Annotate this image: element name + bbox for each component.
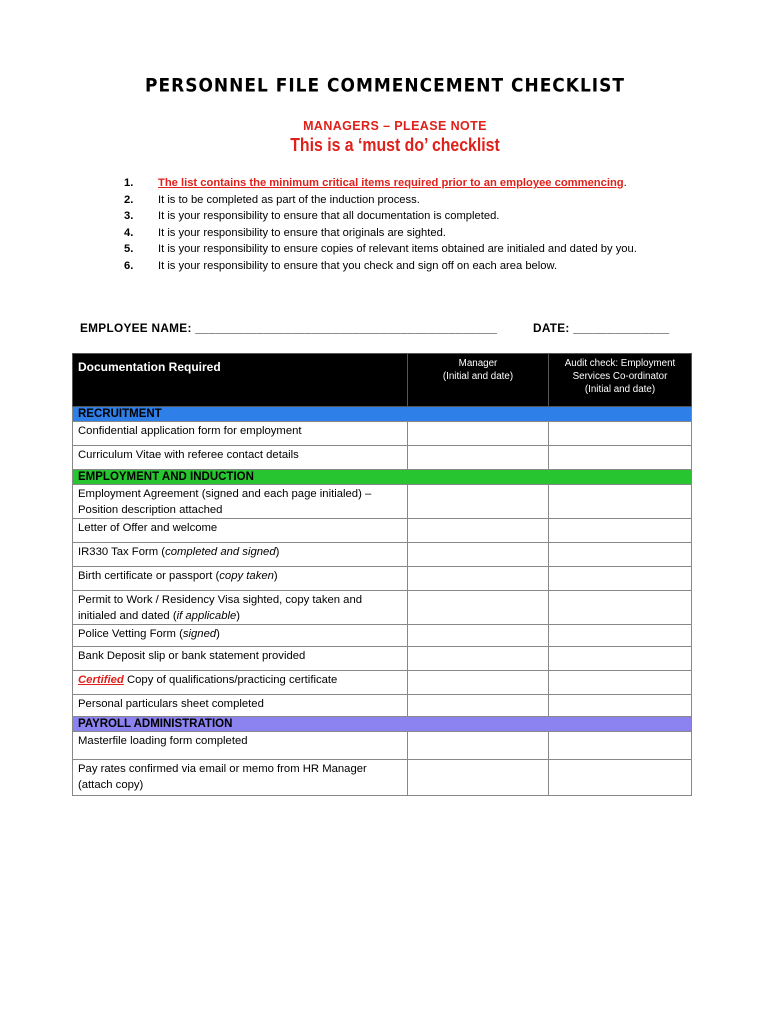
doc-emphasis: completed and signed bbox=[165, 546, 276, 558]
table-row bbox=[73, 422, 692, 446]
header-documentation: Documentation Required bbox=[73, 354, 408, 407]
rule-number: 2. bbox=[124, 193, 134, 206]
table-row bbox=[73, 732, 692, 760]
doc-cell bbox=[73, 591, 408, 625]
doc-cell bbox=[73, 485, 408, 519]
manager-signoff-cell[interactable] bbox=[408, 543, 549, 567]
table-row bbox=[73, 519, 692, 543]
doc-text: ) bbox=[236, 610, 241, 622]
manager-signoff-cell[interactable] bbox=[408, 591, 549, 625]
header-audit-line1: Audit check: Employment bbox=[564, 358, 676, 369]
manager-signoff-cell[interactable] bbox=[408, 647, 549, 671]
doc-line: Permit to Work / Residency Visa sighted, copy taken and bbox=[78, 594, 363, 606]
employee-details-line bbox=[80, 321, 680, 335]
rule-text: It is your responsibility to ensure that you check and sign off on each area below. bbox=[158, 259, 558, 272]
doc-emphasis: signed bbox=[182, 628, 217, 640]
section-label: RECRUITMENT bbox=[73, 407, 692, 422]
table-row bbox=[73, 625, 692, 647]
section-row-employment bbox=[73, 470, 692, 485]
section-row-payroll bbox=[73, 717, 692, 732]
rules-list bbox=[124, 175, 724, 274]
doc-text: Copy of qualifications/practicing certificate bbox=[123, 674, 338, 686]
header-audit-line3: (Initial and date) bbox=[584, 384, 656, 395]
manager-signoff-cell[interactable] bbox=[408, 567, 549, 591]
doc-cell bbox=[73, 760, 408, 796]
doc-line: Pay rates confirmed via email or memo from HR Manager bbox=[78, 763, 367, 775]
doc-text: ) bbox=[275, 546, 280, 558]
doc-cell: Curriculum Vitae with referee contact details bbox=[73, 446, 408, 470]
rule-text: The list contains the minimum critical items required prior to an employee commencing bbox=[158, 177, 624, 189]
doc-text: ) bbox=[273, 570, 278, 582]
rule-number: 6. bbox=[124, 259, 134, 272]
table-row bbox=[73, 591, 692, 625]
rule-item bbox=[124, 241, 724, 258]
table-row bbox=[73, 446, 692, 470]
rule-number: 1. bbox=[124, 177, 134, 189]
doc-emphasis: if applicable bbox=[176, 610, 237, 622]
audit-signoff-cell[interactable] bbox=[549, 591, 692, 625]
rule-number: 5. bbox=[124, 243, 134, 255]
doc-line: Position description attached bbox=[78, 504, 223, 516]
doc-cell: Masterfile loading form completed bbox=[73, 732, 408, 760]
rule-item bbox=[124, 192, 724, 209]
rule-item bbox=[124, 258, 724, 275]
rule-suffix: . bbox=[623, 177, 627, 189]
doc-cell: Personal particulars sheet completed bbox=[73, 695, 408, 717]
rule-number: 3. bbox=[124, 210, 134, 222]
page-title: PERSONNEL FILE COMMENCEMENT CHECKLIST bbox=[145, 75, 625, 97]
manager-signoff-cell[interactable] bbox=[408, 446, 549, 470]
employee-name-field[interactable]: EMPLOYEE NAME: ____________________________________________ bbox=[80, 321, 498, 335]
doc-line bbox=[78, 608, 402, 624]
header-manager bbox=[408, 354, 549, 407]
manager-signoff-cell[interactable] bbox=[408, 671, 549, 695]
section-label: PAYROLL ADMINISTRATION bbox=[73, 717, 692, 732]
table-row bbox=[73, 695, 692, 717]
doc-cell bbox=[73, 671, 408, 695]
doc-cell bbox=[73, 543, 408, 567]
header-manager-line1: Manager bbox=[458, 358, 498, 369]
audit-signoff-cell[interactable] bbox=[549, 695, 692, 717]
header-manager-line2: (Initial and date) bbox=[442, 371, 514, 382]
managers-note-label: MANAGERS – PLEASE NOTE bbox=[303, 119, 487, 133]
manager-signoff-cell[interactable] bbox=[408, 519, 549, 543]
header-audit-line2: Services Co-ordinator bbox=[572, 371, 668, 382]
checklist-table bbox=[72, 353, 692, 796]
section-label: EMPLOYMENT AND INDUCTION bbox=[73, 470, 692, 485]
rule-item bbox=[124, 175, 724, 192]
table-row bbox=[73, 671, 692, 695]
audit-signoff-cell[interactable] bbox=[549, 647, 692, 671]
rule-text: It is your responsibility to ensure copies of relevant items obtained are initialed and dated by you. bbox=[158, 243, 637, 255]
doc-text: Birth certificate or passport ( bbox=[78, 570, 220, 582]
must-do-heading: This is a ‘must do’ checklist bbox=[290, 135, 500, 155]
rule-number: 4. bbox=[124, 226, 134, 239]
audit-signoff-cell[interactable] bbox=[549, 422, 692, 446]
date-field[interactable]: DATE: ______________ bbox=[533, 321, 670, 335]
table-row bbox=[73, 647, 692, 671]
audit-signoff-cell[interactable] bbox=[549, 671, 692, 695]
section-row-recruitment bbox=[73, 407, 692, 422]
audit-signoff-cell[interactable] bbox=[549, 519, 692, 543]
audit-signoff-cell[interactable] bbox=[549, 760, 692, 796]
manager-signoff-cell[interactable] bbox=[408, 760, 549, 796]
audit-signoff-cell[interactable] bbox=[549, 485, 692, 519]
doc-emphasis: copy taken bbox=[219, 570, 274, 582]
doc-cell bbox=[73, 625, 408, 647]
rule-item bbox=[124, 208, 724, 225]
manager-signoff-cell[interactable] bbox=[408, 625, 549, 647]
manager-signoff-cell[interactable] bbox=[408, 422, 549, 446]
doc-text: Police Vetting Form ( bbox=[78, 628, 183, 640]
doc-text: IR330 Tax Form ( bbox=[78, 546, 166, 558]
table-row bbox=[73, 485, 692, 519]
audit-signoff-cell[interactable] bbox=[549, 543, 692, 567]
audit-signoff-cell[interactable] bbox=[549, 567, 692, 591]
doc-cell: Confidential application form for employment bbox=[73, 422, 408, 446]
rule-text: It is your responsibility to ensure that originals are sighted. bbox=[158, 226, 446, 239]
audit-signoff-cell[interactable] bbox=[549, 732, 692, 760]
doc-cell: Letter of Offer and welcome bbox=[73, 519, 408, 543]
certified-highlight: Certified bbox=[78, 674, 124, 686]
rule-text: It is your responsibility to ensure that all documentation is completed. bbox=[158, 210, 500, 222]
audit-signoff-cell[interactable] bbox=[549, 625, 692, 647]
table-row bbox=[73, 567, 692, 591]
table-row bbox=[73, 760, 692, 796]
doc-line: (attach copy) bbox=[78, 779, 144, 791]
header-audit-check bbox=[549, 354, 692, 407]
doc-cell: Bank Deposit slip or bank statement provided bbox=[73, 647, 408, 671]
rule-item bbox=[124, 225, 724, 242]
manager-signoff-cell[interactable] bbox=[408, 732, 549, 760]
manager-signoff-cell[interactable] bbox=[408, 695, 549, 717]
table-header-row bbox=[73, 354, 692, 407]
doc-line: Employment Agreement (signed and each page initialed) – bbox=[78, 488, 372, 500]
doc-text: initialed and dated ( bbox=[78, 610, 177, 622]
audit-signoff-cell[interactable] bbox=[549, 446, 692, 470]
manager-signoff-cell[interactable] bbox=[408, 485, 549, 519]
doc-cell bbox=[73, 567, 408, 591]
table-row bbox=[73, 543, 692, 567]
doc-text: ) bbox=[216, 628, 220, 640]
rule-text: It is to be completed as part of the induction process. bbox=[158, 193, 420, 206]
